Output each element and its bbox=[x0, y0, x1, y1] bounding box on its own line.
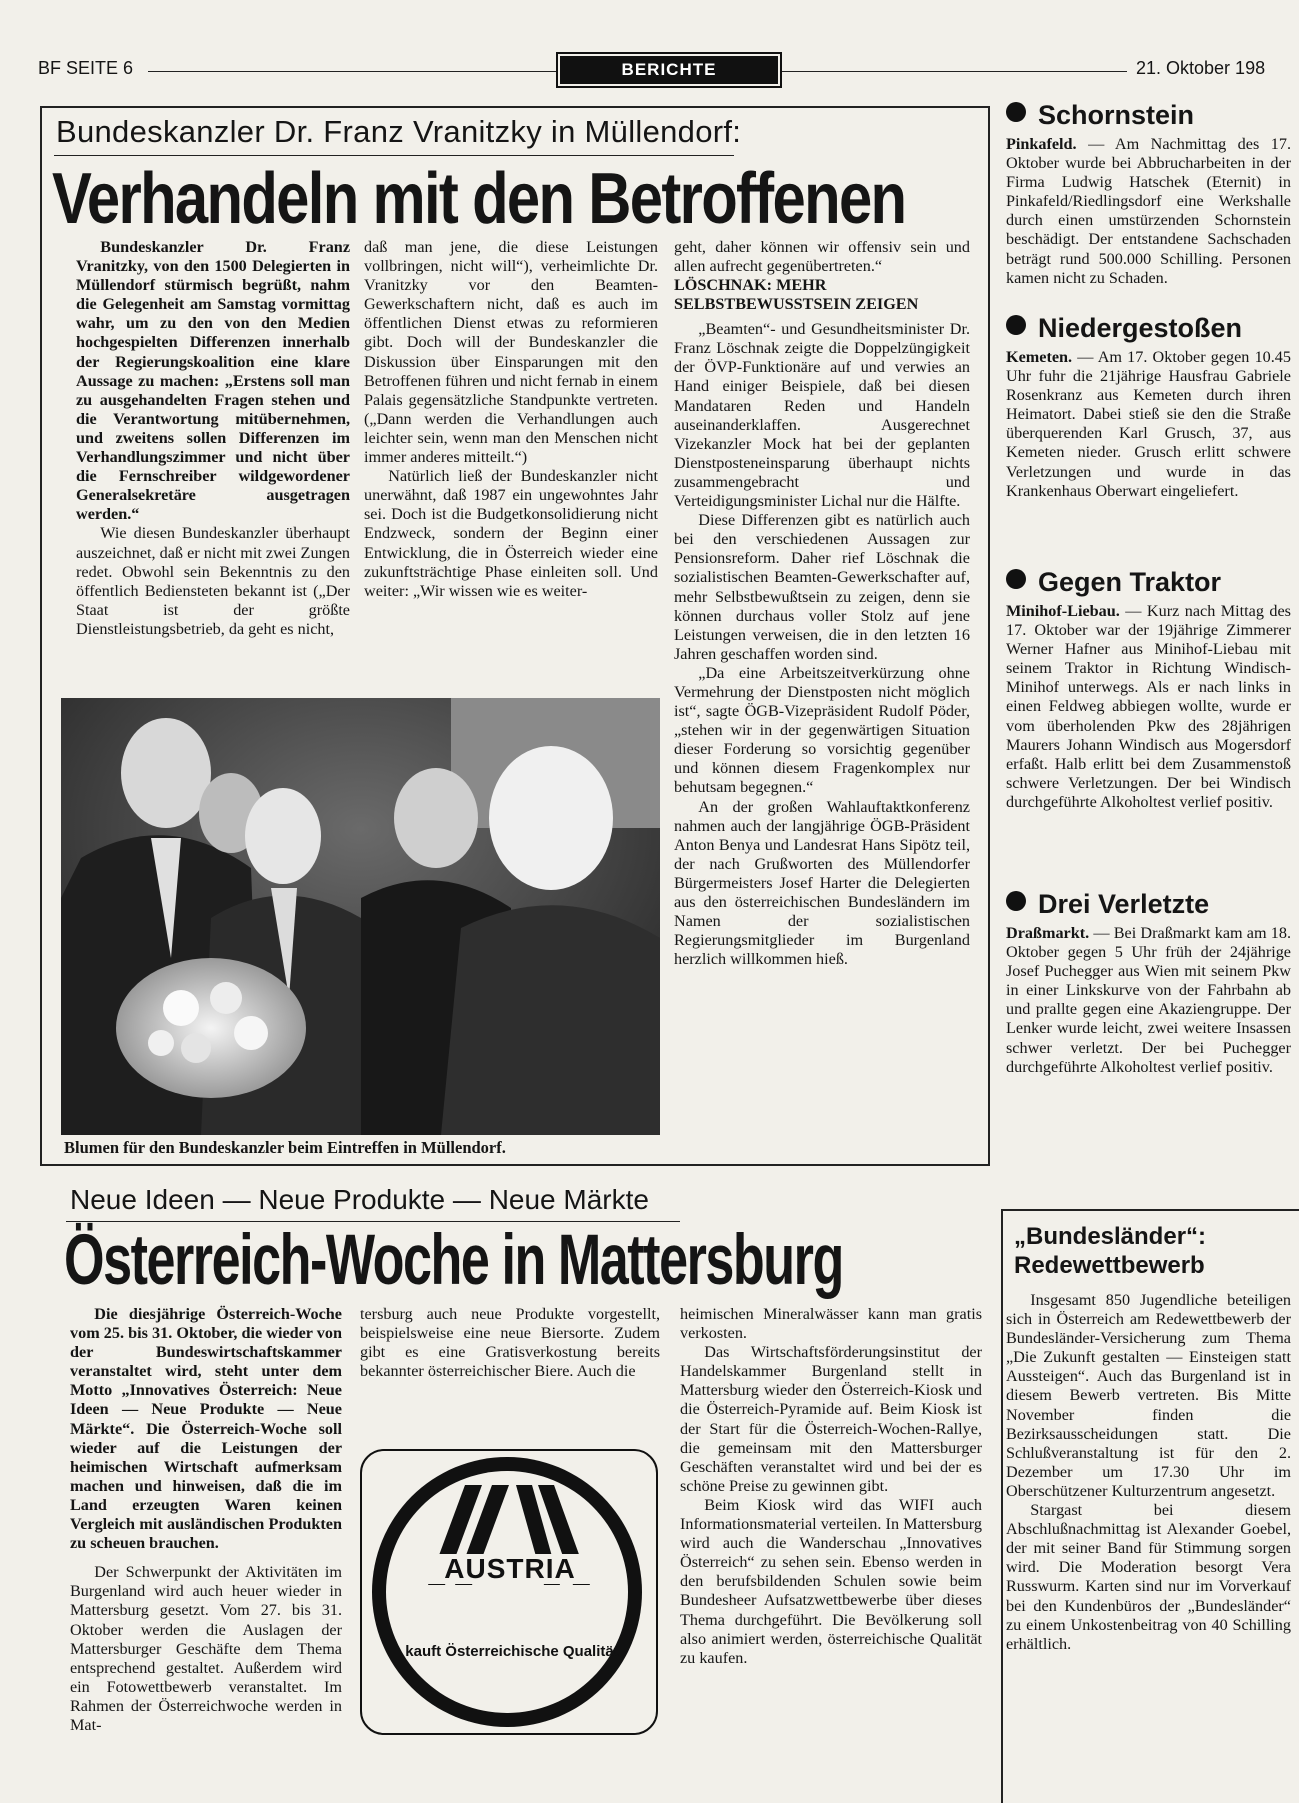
second-column-3 bbox=[680, 1305, 982, 1668]
sidebar-item-text bbox=[1006, 602, 1291, 812]
lead-paragraph: Diese Differenzen gibt es natürlich auch bei den verschiedenen Aussagen zur Pensionsreform. Daher rief Löschnak die sozialistischen Beamten-Gewerkschafter auf, mehr Selbstbewußtsein zu zeigen, denn sie können durchaus voller Stolz auf jene Leistungen verweisen, die in den letzten 16 Jahren geschaffen worden sind. bbox=[674, 511, 970, 663]
sidebar-box-paragraph: Insgesamt 850 Jugendliche beteiligen sich in Österreich am Redewettbewerb der Bundesländer-Versicherung zum Thema „Die Zukunft gestalten — Einsteigen statt Aussteigen“. Auch das Burgenland ist in diesem Bewerb vertreten. Bis Mitte November finden die Bezirksausscheidungen statt. Die Schlußveranstaltung ist für den 2. Dezember um 17.30 Uhr im Oberschützener Kulturzentrum angesetzt. bbox=[1006, 1291, 1291, 1500]
second-column-2 bbox=[360, 1305, 660, 1381]
second-column-1 bbox=[70, 1305, 342, 1735]
sidebar-item bbox=[1006, 313, 1291, 567]
second-paragraph: heimischen Mineralwässer kann man gratis verkosten. bbox=[680, 1305, 982, 1343]
lead-intro: Bundeskanzler Dr. Franz Vranitzky, von den 1500 Delegierten in Müllendorf stürmisch begrüßt, nahm die Gelegenheit am Samstag vormittag wahr, um zu den von den Medien hochgespielten Differenzen innerhalb der Regierungskoalition eine klare Aussage zu machen: „Erstens soll man zu ausgehandelten Fragen stehen und die Verantwortung mitübernehmen, und zweitens sollen Differenzen im Verhandlungszimmer und nicht über die Fernschreiber wildgewordener Generalsekretäre ausgetragen werden.“ bbox=[76, 238, 350, 524]
sidebar-box-paragraph: Stargast bei diesem Abschlußnachmittag ist Alexander Goebel, der mit seiner Band für Stimmung sorgen wird. Die Moderation besorgt Vera Russwurm. Karten sind nur im Vorverkauf bei den Kundenbüros der „Bundesländer“ zu einem Unkostenbeitrag von 40 Schilling erhältlich. bbox=[1006, 1501, 1291, 1653]
header-rule-right bbox=[782, 71, 1127, 72]
second-paragraph: tersburg auch neue Produkte vorgestellt, beispielsweise eine neue Biersorte. Zudem gibt es eine Gratisverkostung bereits bekannter österreichischer Biere. Auch die bbox=[360, 1305, 660, 1381]
lead-column-3 bbox=[674, 238, 970, 969]
sidebar-item bbox=[1006, 100, 1291, 313]
lead-column-2 bbox=[364, 238, 658, 601]
bullet-icon bbox=[1006, 315, 1026, 335]
sidebar-item-place: Kemeten. bbox=[1006, 348, 1073, 366]
sidebar-news bbox=[1006, 100, 1291, 1129]
sidebar-item-text bbox=[1006, 348, 1291, 501]
section-label: BERICHTE bbox=[560, 56, 778, 84]
sidebar-item-text bbox=[1006, 924, 1291, 1077]
sidebar-item-place: Minihof-Liebau. bbox=[1006, 602, 1120, 620]
second-kicker: Neue Ideen — Neue Produkte — Neue Märkte bbox=[70, 1184, 649, 1215]
sidebar-item-place: Pinkafeld. bbox=[1006, 135, 1077, 153]
second-paragraph: Das Wirtschaftsförderungsinstitut der Handelskammer Burgenland stellt in Mattersburg wieder den Österreich-Kiosk und die Österreich-Pyramide auf. Beim Kiosk ist der Start für die Österreich-Wochen-Rallye, die gemeinsam mit den Mattersburger Geschäften veranstaltet wird und bei der es schöne Preise zu gewinnen gibt. bbox=[680, 1343, 982, 1495]
bullet-icon bbox=[1006, 569, 1026, 589]
sidebar-item-title: Niedergestoßen bbox=[1006, 313, 1291, 344]
sidebar-box-title bbox=[1014, 1222, 1294, 1280]
austria-logo-wordmark: AUSTRIA bbox=[420, 1554, 600, 1584]
sidebar-item-body: — Kurz nach Mittag des 17. Oktober war der 19jährige Zimmerer Werner Hafner aus Minihof-Liebau mit seinem Traktor in Richtung Windisch-Minihof unterwegs. Als er nach links in einen Feldweg abbiegen wollte, wurde er vom überholenden Pkw des 28jährigen Maurers Johann Windisch aus Mogersdorf erfaßt. Halb erlitt bei dem Zusammenstoß schwere Verletzungen. Der bei Windisch durchgeführte Alkoholtest verlief positiv. bbox=[1006, 602, 1291, 811]
second-paragraph: Beim Kiosk wird das WIFI auch Informationsmaterial verteilen. In Mattersburg wird auch die Wanderschau „Innovatives Österreich“ zu sehen sein. Ebenso werden in den berufsbildenden Schulen sowie beim Bundesheer Aufsatzwettbewerbe über dieses Thema durchgeführt. Die Bevölkerung soll also animiert werden, österreichische Qualität zu kaufen. bbox=[680, 1495, 982, 1667]
lead-paragraph: An der großen Wahlauftaktkonferenz nahmen auch der langjährige ÖGB-Präsident Anton Benya und Landesrat Hans Sipötz teil, der nach Grußworten des Müllendorfer Bürgermeisters Josef Harter die Delegierten aus den österreichischen Bundesländern im Namen der sozialistischen Regierungsmitglieder im Burgenland herzlich willkommen hieß. bbox=[674, 797, 970, 969]
bullet-icon bbox=[1006, 102, 1026, 122]
lead-paragraph: geht, daher können wir offensiv sein und allen aufrecht gegenübertreten.“ bbox=[674, 238, 970, 276]
lead-paragraph: Natürlich ließ der Bundeskanzler nicht unerwähnt, daß 1987 ein ungewohntes Jahr sei. Doch ist die Budgetkonsolidierung nicht Endzweck, sondern der Beginn einer Entwicklung, die in Österreich wieder eine zukunftsträchtige Phase einleiten soll. Und weiter: „Wir wissen wie es weiter- bbox=[364, 467, 658, 600]
second-paragraph: Der Schwerpunkt der Aktivitäten im Burgenland wird auch heuer wieder in Mattersburg gesetzt. Vom 27. bis 31. Oktober werden die Auslagen der Mattersburger Geschäfte dem Thema entsprechend gestaltet. Außerdem wird ein Fotowettbewerb veranstaltet. Im Rahmen der Österreichwoche werden in Mat- bbox=[70, 1563, 342, 1734]
sidebar-item-place: Draßmarkt. bbox=[1006, 924, 1090, 942]
sidebar-item bbox=[1006, 567, 1291, 889]
header-rule-left bbox=[148, 71, 556, 72]
lead-column-1 bbox=[76, 238, 350, 639]
sidebar-item-body: — Bei Draßmarkt kam am 18. Oktober gegen 5 Uhr früh der 24jährige Josef Puchegger aus Wien mit seinem Pkw in einer Linkskurve von der Fahrbahn ab und prallte gegen eine Akaziengruppe. Der Lenker wurde leicht, zwei weitere Insassen schwer verletzt. Der bei Puchegger durchgeführte Alkoholtest verlief positiv. bbox=[1006, 924, 1291, 1076]
sidebar-item-text bbox=[1006, 135, 1291, 288]
page-date: 21. Oktober 198 bbox=[1136, 58, 1266, 78]
sidebar-item-title: Schornstein bbox=[1006, 100, 1291, 131]
photo-illustration bbox=[61, 698, 660, 1135]
lead-subheading: LÖSCHNAK: MEHR SELBSTBEWUSSTSEIN ZEIGEN bbox=[674, 276, 919, 314]
lead-paragraph: „Da eine Arbeitszeitverkürzung ohne Vermehrung der Dienstposten nicht möglich ist“, sagte ÖGB-Vizepräsident Rudolf Pöder, „stehen wir in der gegenwärtigen Situation dieser Forderung so vorsichtig gegenüber und können diesem Fragenkomplex nur behutsam begegnen.“ bbox=[674, 663, 970, 797]
second-headline: Österreich-Woche in Mattersburg bbox=[64, 1221, 843, 1300]
second-intro: Die diesjährige Österreich-Woche vom 25. bis 31. Oktober, die wieder von der Bundeswirtschaftskammer veranstaltet wird, steht unter dem Motto „Innovatives Österreich: Neue Ideen — Neue Produkte — Neue Märkte“. Die Österreich-Woche soll wieder auf die Leistungen der heimischen Wirtschaft aufmerksam machen und hinweisen, daß die im Land erzeugten Waren keinen Vergleich mit ausländischen Produkten zu scheuen brauchen. bbox=[70, 1305, 342, 1553]
sidebar-item-body: — Am Nachmittag des 17. Oktober wurde bei Abbrucharbeiten in der Firma Ludwig Hatschek (Eternit) in Pinkafeld/Riedlingsdorf eine Werkshalle durch einen umstürzenden Schornstein beschädigt. Der entstandene Sachschaden beträgt rund 500.000 Schilling. Personen kamen nicht zu Schaden. bbox=[1006, 135, 1291, 287]
austria-logo-slogan: kauft Österreichische Qualität bbox=[405, 1643, 619, 1660]
sidebar-box-title-line: „Bundesländer“: bbox=[1014, 1223, 1207, 1250]
lead-paragraph: daß man jene, die diese Leistungen vollbringen, nicht will“), verheimlichte Dr. Vranitzky vor den Beamten-Gewerkschaftern nicht, daß es auch im öffentlichen Dienst etwas zu reformieren gibt. Doch will der Bundeskanzler die Diskussion über Einsparungen mit den Betroffenen führen und nicht fernab in einem Palais gegensätzliche Standpunkte vertreten. („Dann werden die Verhandlungen auch leichter sein, wenn man den Menschen nicht immer anderes mitteilt.“) bbox=[364, 238, 658, 467]
sidebar-box-title-line: Redewettbewerb bbox=[1014, 1252, 1205, 1279]
sidebar-item bbox=[1006, 889, 1291, 1129]
photo-caption: Blumen für den Bundeskanzler beim Eintreffen in Müllendorf. bbox=[64, 1138, 506, 1157]
sidebar-item-title: Gegen Traktor bbox=[1006, 567, 1291, 598]
lead-headline: Verhandeln mit den Betroffenen bbox=[52, 159, 906, 239]
lead-paragraph: „Beamten“- und Gesundheitsminister Dr. Franz Löschnak zeigte die Doppelzüngigkeit der ÖVP-Funktionäre auf und verwies an Hand einiger Beispiele, daß bei diesen Mandataren Reden und Handeln auseinanderklaffen. Ausgerechnet Vizekanzler Mock hat bei der geplanten Dienstposteneinsparung überhaupt nichts zusammengebracht und Verteidigungsminister Lichal nur die Hälfte. bbox=[674, 320, 970, 511]
sidebar-item-title: Drei Verletzte bbox=[1006, 889, 1291, 920]
lead-kicker: Bundeskanzler Dr. Franz Vranitzky in Müllendorf: bbox=[56, 114, 742, 149]
sidebar-item-body: — Am 17. Oktober gegen 10.45 Uhr fuhr die 21jährige Hausfrau Gabriele Rosenkranz aus Kemeten durch ihren Heimatort. Dabei stieß sie den die Straße überquerenden Karl Grusch, 37, aus Kemeten nieder. Grusch erlitt schwere Verletzungen und wurde in das Krankenhaus Oberwart eingeliefert. bbox=[1006, 348, 1291, 500]
news-photo bbox=[61, 698, 660, 1135]
lead-kicker-underline bbox=[54, 155, 734, 156]
sidebar-box-body bbox=[1006, 1291, 1291, 1654]
page-label: BF SEITE 6 bbox=[38, 58, 134, 78]
lead-paragraph: Wie diesen Bundeskanzler überhaupt auszeichnet, daß er nicht mit zwei Zungen redet. Obwohl sein Bekenntnis zu den öffentlich Bediensteten bekannt ist („Der Staat ist der größte Dienstleistungsbetrieb, da geht es nicht, bbox=[76, 524, 350, 638]
bullet-icon bbox=[1006, 891, 1026, 911]
